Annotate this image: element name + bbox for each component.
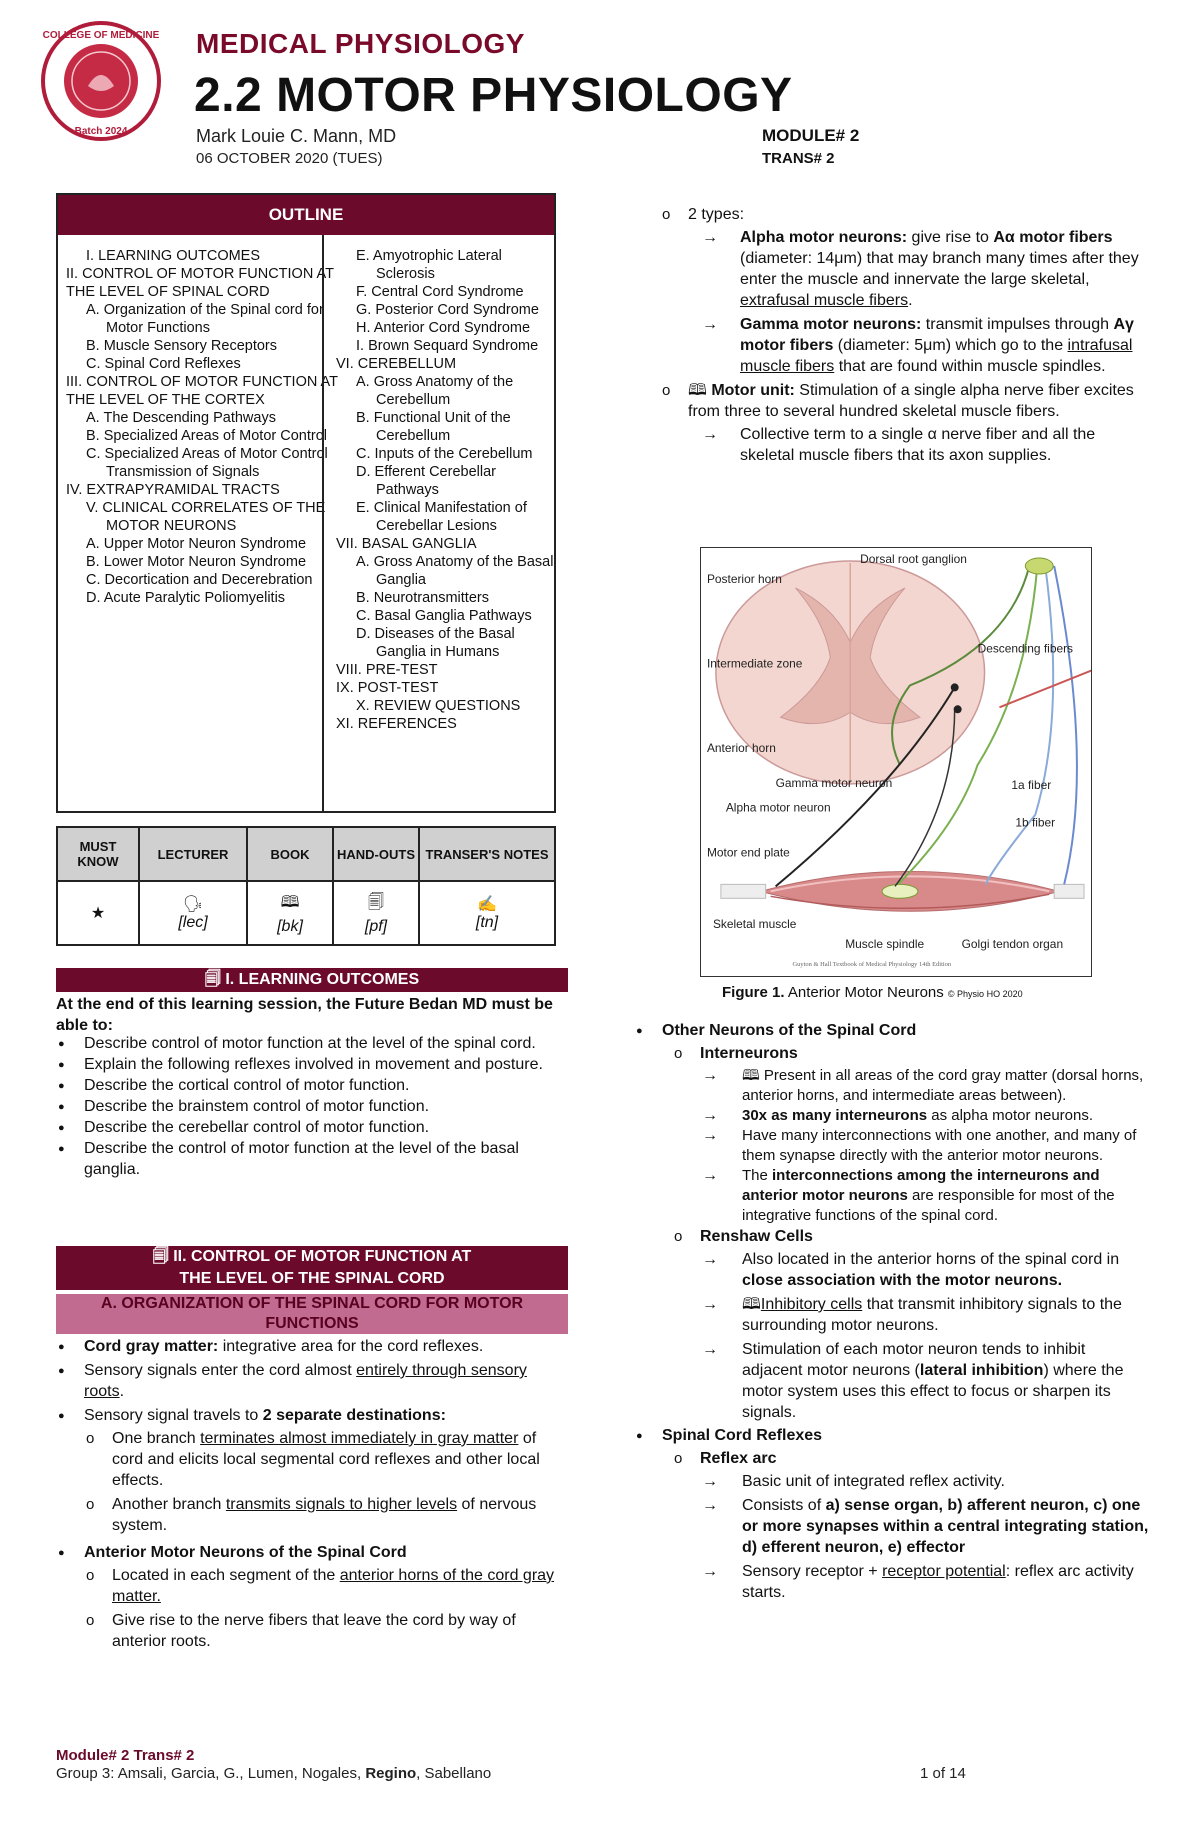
list-item: ● Sensory signals enter the cord almost entirely through sensory roots. <box>56 1360 568 1402</box>
book-icon: 🕮 [bk] <box>247 881 333 945</box>
outline-item: B. Specialized Areas of Motor Control <box>86 428 327 444</box>
label-golgi-tendon-organ: Golgi tendon organ <box>961 937 1064 952</box>
outline-item: C. Inputs of the Cerebellum <box>356 446 533 462</box>
list-item: → 30x as many interneurons as alpha motor neurons. <box>700 1106 1150 1126</box>
outline-item: C. Decortication and Decerebration <box>86 572 313 588</box>
list-item: o Another branch transmits signals to higher levels of nervous system. <box>84 1494 568 1536</box>
list-item: → Gamma motor neurons: transmit impulses through Aγ motor fibers (diameter: 5μm) which go to the intrafusal muscle fibers that are found within muscle spindles. <box>700 314 1150 377</box>
must-know-icon: ★ <box>57 881 139 945</box>
label-intermediate-zone: Intermediate zone <box>706 656 803 671</box>
learning-outcomes-list <box>56 1033 568 1180</box>
book-icon: 🕮 <box>742 1296 761 1313</box>
seal-text-top: COLLEGE OF MEDICINE <box>42 30 160 41</box>
label-dorsal-root-ganglion: Dorsal root ganglion <box>860 552 967 567</box>
legend-header: BOOK <box>247 827 333 881</box>
footer-group: Group 3: Amsali, Garcia, G., Lumen, Nogales, Regino, Sabellano <box>56 1765 492 1782</box>
outline-item: VIII. PRE-TEST <box>336 662 438 678</box>
list-item: ● Sensory signal travels to 2 separate destinations: o One branch terminates almost immediately in gray matter of cord and elicits local segmental cord reflexes and other local effects. o Another branch transmits signals to higher levels of nervous system. <box>56 1405 568 1536</box>
outline-title: OUTLINE <box>58 195 554 235</box>
list-item: o 2 types: → Alpha motor neurons: give rise to Aα motor fibers (diameter: 14μm) that may branch many times after they enter the muscle and innervate the large skeletal, extrafusal muscle fibers. → Gamma motor neurons: transmit impulses through Aγ motor fibers (diameter: 5μm) which go to the intrafusal muscle fibers that are found within muscle spindles. <box>660 204 1150 377</box>
list-item: → 🕮 Present in all areas of the cord gray matter (dorsal horns, anterior horns, and intermediate areas between). <box>700 1066 1150 1106</box>
outline-item: I. LEARNING OUTCOMES <box>86 248 261 264</box>
list-item: ● Other Neurons of the Spinal Cord o Interneurons → 🕮 Present in all areas of the cord gray matter (dorsal horns, anterior horns, and intermediate areas between). → 30x as many interneurons as alpha motor neurons. → Have many interconnections with one another, and many of them synapse directly with the anterior motor neurons. → The interconnections among the interneurons and anterior motor neurons are responsible for most of the integrative functions of the spinal cord. o Renshaw Cells → Also located in the anterior horns of the spinal cord in close association with the motor neurons. → 🕮Inhibitory cells that transmit inhibitory signals to the surrounding motor neurons. → Stimulation of each motor neuron tends to inhibit adjacent motor neurons (lateral inhibition) where the motor system uses this effect to focus or sharpen its signals. <box>634 1020 1150 1423</box>
label-posterior-horn: Posterior horn <box>706 571 782 586</box>
outline-item: D. Diseases of the Basal Ganglia in Humans <box>356 626 515 660</box>
outline-item: A. Gross Anatomy of the Basal Ganglia <box>356 554 554 588</box>
label-anterior-horn: Anterior horn <box>706 741 776 756</box>
list-item: o Located in each segment of the anterior horns of the cord gray matter. <box>84 1565 568 1607</box>
list-item: → Consists of a) sense organ, b) afferent neuron, c) one or more synapses within a central integrating station, d) efferent neuron, e) effector <box>700 1495 1150 1558</box>
legend-header: MUST KNOW <box>57 827 139 881</box>
outline-item: E. Clinical Manifestation of Cerebellar Lesions <box>356 500 527 534</box>
outline-item: C. Spinal Cord Reflexes <box>86 356 241 372</box>
list-item: o Give rise to the nerve fibers that leave the cord by way of anterior roots. <box>84 1610 568 1652</box>
list-item: ● Describe control of motor function at the level of the spinal cord. <box>56 1033 568 1054</box>
list-item: o Reflex arc → Basic unit of integrated reflex activity. → Consists of a) sense organ, b) afferent neuron, c) one or more synapses within a central integrating station, d) efferent neuron, e) effector → Sensory receptor + receptor potential: reflex arc activity starts. <box>672 1448 1150 1603</box>
outline-box <box>56 193 556 813</box>
outline-item: V. CLINICAL CORRELATES OF THE MOTOR NEURONS <box>86 500 326 534</box>
outline-item: A. The Descending Pathways <box>86 410 276 426</box>
college-seal-logo <box>40 20 162 142</box>
outline-item: A. Organization of the Spinal cord for Motor Functions <box>86 302 324 336</box>
list-item: ● Spinal Cord Reflexes o Reflex arc → Basic unit of integrated reflex activity. → Consists of a) sense organ, b) afferent neuron, c) one or more synapses within a central integrating station, d) efferent neuron, e) effector → Sensory receptor + receptor potential: reflex arc activity starts. <box>634 1425 1150 1603</box>
list-item: ● Cord gray matter: integrative area for the cord reflexes. <box>56 1336 568 1357</box>
outline-item: D. Efferent Cerebellar Pathways <box>356 464 496 498</box>
label-1a-fiber: 1a fiber <box>1011 777 1052 792</box>
lecturer-icon: 🗣 [lec] <box>139 881 247 945</box>
outline-item: D. Acute Paralytic Poliomyelitis <box>86 590 286 606</box>
list-item: → Alpha motor neurons: give rise to Aα motor fibers (diameter: 14μm) that may branch many times after they enter the muscle and innervate the large skeletal, extrafusal muscle fibers. <box>700 227 1150 311</box>
document-icon: 🗐 <box>204 971 226 988</box>
list-item: ● Describe the cerebellar control of motor function. <box>56 1117 568 1138</box>
outline-item: B. Muscle Sensory Receptors <box>86 338 277 354</box>
label-gamma-motor-neuron: Gamma motor neuron <box>775 775 893 790</box>
list-item: → The interconnections among the interneurons and anterior motor neurons are responsible for most of the integrative functions of the spinal cord. <box>700 1166 1150 1226</box>
course-name: MEDICAL PHYSIOLOGY <box>196 28 525 59</box>
label-muscle-spindle: Muscle spindle <box>845 937 925 952</box>
outline-item: VI. CEREBELLUM <box>336 356 457 372</box>
label-descending-fibers: Descending fibers <box>977 641 1074 656</box>
list-item: → Basic unit of integrated reflex activity. <box>700 1471 1150 1492</box>
outline-item: A. Upper Motor Neuron Syndrome <box>86 536 307 552</box>
list-item: → Also located in the anterior horns of the spinal cord in close association with the motor neurons. <box>700 1249 1150 1291</box>
lecturer-name: Mark Louie C. Mann, MD <box>196 126 397 146</box>
outline-item: C. Basal Ganglia Pathways <box>356 608 532 624</box>
label-1b-fiber: 1b fiber <box>1015 815 1056 830</box>
outline-column-1 <box>66 247 356 607</box>
section2-list <box>56 1336 568 1652</box>
trans-number: TRANS# 2 <box>762 150 835 167</box>
list-item: → Sensory receptor + receptor potential: reflex arc activity starts. <box>700 1561 1150 1603</box>
list-item: ● Describe the brainstem control of motor function. <box>56 1096 568 1117</box>
list-item: o Interneurons → 🕮 Present in all areas of the cord gray matter (dorsal horns, anterior horns, and intermediate areas between). → 30x as many interneurons as alpha motor neurons. → Have many interconnections with one another, and many of them synapse directly with the anterior motor neurons. → The interconnections among the interneurons and anterior motor neurons are responsible for most of the integrative functions of the spinal cord. <box>672 1043 1150 1226</box>
outline-column-2 <box>322 235 554 811</box>
section-heading-spinal-cord: 🗐 II. CONTROL OF MOTOR FUNCTION AT THE LEVEL OF THE SPINAL CORD <box>56 1246 568 1290</box>
outline-item: A. Gross Anatomy of the Cerebellum <box>356 374 514 408</box>
outline-item: B. Neurotransmitters <box>356 590 489 606</box>
label-skeletal-muscle: Skeletal muscle <box>712 917 797 932</box>
document-icon: 🗐 <box>152 1248 174 1265</box>
motor-neuron-types <box>660 204 1150 466</box>
outline-item: E. Amyotrophic Lateral Sclerosis <box>356 248 502 282</box>
figure-credit: Guyton & Hall Textbook of Medical Physiology 14th Edition <box>792 960 952 968</box>
lecture-date: 06 OCTOBER 2020 (TUES) <box>196 150 383 167</box>
outline-item: B. Lower Motor Neuron Syndrome <box>86 554 307 570</box>
figure-caption: Figure 1. Anterior Motor Neurons © Physio HO 2020 <box>722 984 1023 1001</box>
learning-intro: At the end of this learning session, the Future Bedan MD must be able to: <box>56 996 553 1034</box>
transers-notes-icon: ✍ [tn] <box>419 881 555 945</box>
page-number: 1 of 14 <box>920 1765 966 1782</box>
list-item: o Renshaw Cells → Also located in the anterior horns of the spinal cord in close association with the motor neurons. → 🕮Inhibitory cells that transmit inhibitory signals to the surrounding motor neurons. → Stimulation of each motor neuron tends to inhibit adjacent motor neurons (lateral inhibition) where the motor system uses this effect to focus or sharpen its signals. <box>672 1226 1150 1423</box>
book-icon: 🕮 <box>688 382 707 399</box>
outline-item: I. Brown Sequard Syndrome <box>356 338 539 354</box>
module-number: MODULE# 2 <box>762 126 860 145</box>
list-item: ● Anterior Motor Neurons of the Spinal Cord o Located in each segment of the anterior horns of the cord gray matter. o Give rise to the nerve fibers that leave the cord by way of anterior roots. <box>56 1542 568 1652</box>
list-item: → Have many interconnections with one another, and many of them synapse directly with the anterior motor neurons. <box>700 1126 1150 1166</box>
list-item: ● Describe the control of motor function at the level of the basal ganglia. <box>56 1138 568 1180</box>
label-alpha-motor-neuron: Alpha motor neuron <box>725 800 831 815</box>
handouts-icon: 🗐 [pf] <box>333 881 419 945</box>
outline-item: X. REVIEW QUESTIONS <box>356 698 521 714</box>
list-item: ● Explain the following reflexes involved in movement and posture. <box>56 1054 568 1075</box>
outline-item: IX. POST-TEST <box>336 680 439 696</box>
section-heading-learning-outcomes: 🗐 I. LEARNING OUTCOMES <box>56 968 568 992</box>
list-item: ● Describe the cortical control of motor function. <box>56 1075 568 1096</box>
anterior-motor-neurons-figure <box>700 547 1092 977</box>
footer-module: Module# 2 Trans# 2 <box>56 1747 195 1764</box>
outline-item: XI. REFERENCES <box>336 716 457 732</box>
outline-item: F. Central Cord Syndrome <box>356 284 524 300</box>
subheading-organization: A. ORGANIZATION OF THE SPINAL CORD FOR MOTOR FUNCTIONS <box>56 1294 568 1334</box>
outline-item: VII. BASAL GANGLIA <box>336 536 477 552</box>
label-motor-end-plate: Motor end plate <box>706 845 790 860</box>
list-item: o One branch terminates almost immediately in gray matter of cord and elicits local segmental cord reflexes and other local effects. <box>84 1428 568 1491</box>
book-icon: 🕮 <box>742 1067 760 1084</box>
outline-item: B. Functional Unit of the Cerebellum <box>356 410 511 444</box>
legend-header: LECTURER <box>139 827 247 881</box>
list-item: → 🕮Inhibitory cells that transmit inhibitory signals to the surrounding motor neurons. <box>700 1294 1150 1336</box>
seal-text-bottom: Batch 2024 <box>74 126 128 137</box>
outline-item: C. Specialized Areas of Motor Control Transmission of Signals <box>86 446 328 480</box>
list-item: o 🕮 Motor unit: Stimulation of a single alpha nerve fiber excites from three to several hundred skeletal muscle fibers. → Collective term to a single α nerve fiber and all the skeletal muscle fibers that its axon supplies. <box>660 380 1150 466</box>
outline-item: G. Posterior Cord Syndrome <box>356 302 539 318</box>
legend-table <box>56 826 556 946</box>
outline-item: H. Anterior Cord Syndrome <box>356 320 531 336</box>
legend-header: TRANSER'S NOTES <box>419 827 555 881</box>
list-item: → Collective term to a single α nerve fiber and all the skeletal muscle fibers that its axon supplies. <box>700 424 1150 466</box>
outline-item: II. CONTROL OF MOTOR FUNCTION AT THE LEVEL OF SPINAL CORD <box>66 266 334 300</box>
outline-item: IV. EXTRAPYRAMIDAL TRACTS <box>66 482 280 498</box>
page-title: 2.2 MOTOR PHYSIOLOGY <box>194 69 793 122</box>
list-item: → Stimulation of each motor neuron tends to inhibit adjacent motor neurons (lateral inhibition) where the motor system uses this effect to focus or sharpen its signals. <box>700 1339 1150 1423</box>
other-neurons-list <box>634 1020 1150 1603</box>
legend-header: HAND-OUTS <box>333 827 419 881</box>
outline-item: III. CONTROL OF MOTOR FUNCTION AT THE LEVEL OF THE CORTEX <box>66 374 338 408</box>
